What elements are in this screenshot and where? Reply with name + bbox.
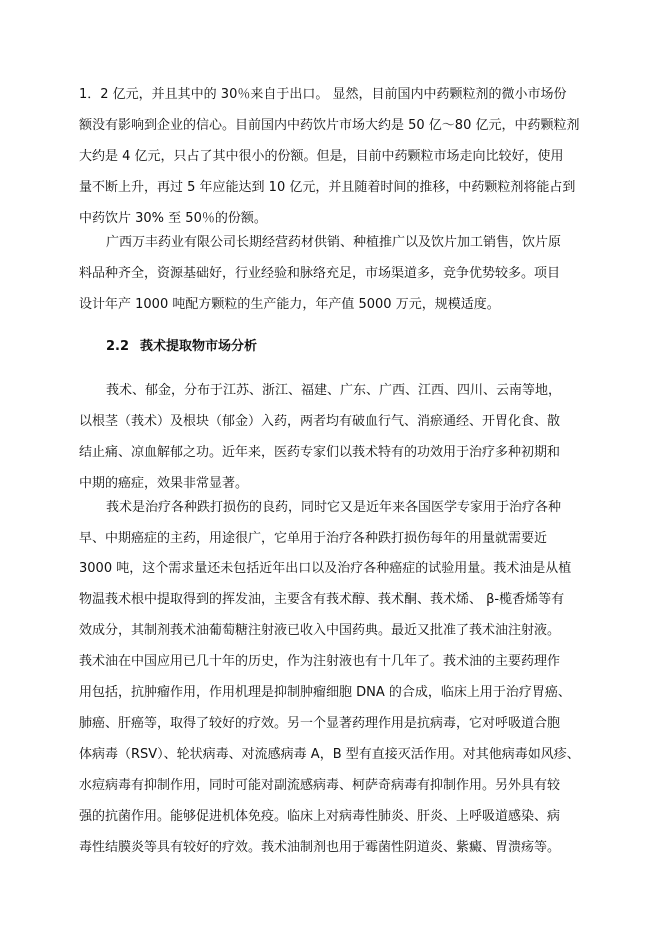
paragraph-2-line-2: 料品种齐全，资源基础好，行业经验和脉络充足，市场渠道多，竞争优势较多。项目 (79, 266, 561, 281)
paragraph-4-line-8: 肺癌、肝癌等，取得了较好的疗效。另一个显著药理作用是抗病毒，它对呼吸道合胞 (79, 716, 561, 731)
paragraph-1-line-4: 量不断上升，再过 5 年应能达到 10 亿元，并且随着时间的推移，中药颗粒剂将能占到 (79, 180, 576, 195)
section-number: 2.2 (106, 339, 130, 354)
paragraph-3-line-4: 中期的癌症，效果非常显著。 (79, 476, 249, 491)
paragraph-3-line-1: 莪术、郁金，分布于江苏、浙江、福建、广东、广西、江西、四川、云南等地， (106, 383, 562, 398)
paragraph-4-line-7: 用包括，抗肿瘤作用，作用机理是抑制肿瘤细胞 DNA 的合成，临床上用于治疗胃癌、 (79, 685, 571, 700)
paragraph-4-line-3: 3000 吨，这个需求量还未包括近年出口以及治疗各种癌症的试验用量。莪术油是从植 (79, 561, 572, 576)
paragraph-4-line-1: 莪术是治疗各种跌打损伤的良药，同时它又是近年来各国医学专家用于治疗各种 (106, 500, 562, 515)
paragraph-4-line-12: 毒性结膜炎等具有较好的疗效。莪术油制剂也用于霉菌性阴道炎、紫癜、胃溃疡等。 (79, 840, 561, 855)
paragraph-4-line-2: 早、中期癌症的主药，用途很广，它单用于治疗各种跌打损伤每年的用量就需要近 (79, 531, 548, 546)
paragraph-4-line-9: 体病毒（RSV）、轮状病毒、对流感病毒 A，B 型有直接灭活作用。对其他病毒如风疹、 (79, 747, 580, 762)
paragraph-4-line-10: 水痘病毒有抑制作用，同时可能对副流感病毒、柯萨奇病毒有抑制作用。另外具有较 (79, 778, 561, 793)
paragraph-1-line-5: 中药饮片 30% 至 50％的份额。 (79, 211, 267, 226)
paragraph-4-line-6: 莪术油在中国应用已几十年的历史，作为注射液也有十几年了。莪术油的主要药理作 (79, 654, 561, 669)
section-heading-2-2 (106, 339, 257, 355)
paragraph-1-line-1: 1．2 亿元，并且其中的 30％来自于出口。 显然，目前国内中药颗粒剂的微小市场份 (79, 87, 567, 102)
paragraph-4-line-11: 强的抗菌作用。能够促进机体免疫。临床上对病毒性肺炎、肝炎、上呼吸道感染、病 (79, 809, 561, 824)
paragraph-1-line-3: 大约是 4 亿元，只占了其中很小的份额。但是，目前中药颗粒市场走向比较好，使用 (79, 149, 564, 164)
section-title: 莪术提取物市场分析 (140, 339, 258, 354)
paragraph-3-line-3: 结止痛、凉血解郁之功。近年来，医药专家们以莪术特有的功效用于治疗多种初期和 (79, 445, 561, 460)
paragraph-2-line-1: 广西万丰药业有限公司长期经营药材供销、种植推广以及饮片加工销售，饮片原 (106, 235, 562, 250)
paragraph-1-line-2: 额没有影响到企业的信心。目前国内中药饮片市场大约是 50 亿～80 亿元，中药颗粒剂 (79, 118, 580, 133)
paragraph-3-line-2: 以根茎（莪术）及根块（郁金）入药，两者均有破血行气、消瘀通经、开胃化食、散 (79, 414, 561, 429)
paragraph-4-line-5: 效成分，其制剂莪术油葡萄糖注射液已收入中国药典。最近又批准了莪术油注射液。 (79, 623, 561, 638)
paragraph-2-line-3: 设计年产 1000 吨配方颗粒的生产能力，年产值 5000 万元，规模适度。 (79, 297, 500, 312)
paragraph-4-line-4: 物温莪术根中提取得到的挥发油，主要含有莪术醇、莪术酮、莪术烯、 β-榄香烯等有 (79, 592, 565, 607)
